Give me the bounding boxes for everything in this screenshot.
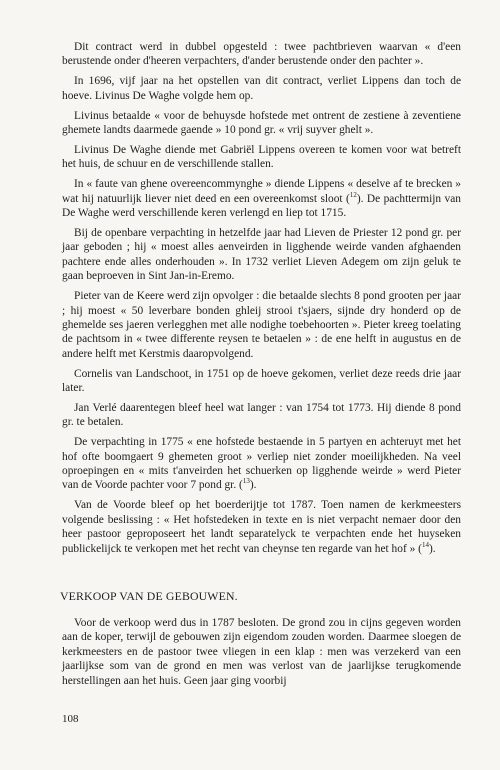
paragraph-3: Livinus betaalde « voor de behuysde hofstede met ontrent de zestiene à zeventiene ghemete landts daarmede gaende » 10 pond gr. « vrij suyver ghelt ». <box>62 109 461 137</box>
paragraph-6: Bij de openbare verpachting in hetzelfde jaar had Lieven de Priester 12 pond gr. per jaar geboden ; hij « moest alles aenveirden in ligghende weirde vanden afghaenden pachtere ende alles onderhouden ». In 1732 verliet Lieven Adegem om zijn geluk te gaan beproeven in Sint Jan-in-Eremo. <box>62 226 461 283</box>
paragraph-8: Cornelis van Landschoot, in 1751 op de hoeve gekomen, verliet deze reeds drie jaar later. <box>62 367 461 395</box>
footnote-ref: 13 <box>242 477 250 486</box>
section-heading: VERKOOP VAN DE GEBOUWEN. <box>60 589 238 603</box>
paragraph-2: In 1696, vijf jaar na het opstellen van dit contract, verliet Lippens dan toch de hoeve. Livinus De Waghe volgde hem op. <box>62 75 461 102</box>
section-paragraph-1: Voor de verkoop werd dus in 1787 besloten. De grond zou in cijns gegeven worden aan de koper, terwijl de gebouwen zijn eigendom zouden worden. Daarmee sloegen de kerkmeesters en de pastoor twee vliegen in een klap : men was verzekerd van een jaarlijkse som van de grond en men was verlost van de jaarlijkse terugkomende herstellingen aan het huis. Geen jaar ging voorbij <box>62 617 461 687</box>
paragraph-7: Pieter van de Keere werd zijn opvolger : die betaalde slechts 8 pond grooten per jaar ; hij moest « 50 leverbare bonden ghleij strooi t'sjaers, sijnde dry honderd op de ghemelde ses jaeren verlegghen met alle nodighe toebehoorten ». Pieter kreeg toelating de pachtsom in « twee differente reysen te betaelen » : de ene helft in augustus en de andere helft met Kerstmis daaropvolgend. <box>62 290 461 360</box>
page-body <box>62 40 461 694</box>
paragraph-1: Dit contract werd in dubbel opgesteld : twee pachtbrieven waarvan « d'een berustende onder d'heeren verpachters, d'ander berustende onder den pachter ». <box>62 41 461 68</box>
page-number: 108 <box>62 713 79 725</box>
paragraph-10: De verpachting in 1775 « ene hofstede bestaende in 5 partyen en achteruyt met het hof ofte boomgaert 9 ghemeten groot » verliep niet zonder moeilijkheden. Na veel oproepingen en « mits t'anveirden het schuerken op ligghende weirde » werd Pieter van de Voorde pachter voor 7 pond gr. ($^{13}$). <box>62 436 461 492</box>
paragraph-11: Van de Voorde bleef op het boerderijtje tot 1787. Toen namen de kerkmeesters volgende beslissing : « Het hofstedeken in texte en is niet verpacht nemaer door den heer pastoor geproposeert het landt separatelyck te verpachten ende het huyseken publickelijck te verkopen met het recht van cheynse ten regarde van het hof » ($^{14}$). <box>62 499 461 555</box>
footnote-ref: 14 <box>421 540 429 549</box>
paragraph-5: In « faute van ghene overeencommynghe » diende Lippens « deselve af te brecken » wat hij natuurlijk liever niet deed en een overeenkomst sloot ($^{12}$). De pachttermijn van De Waghe werd verschillende keren verlengd en liep tot 1715. <box>62 178 461 220</box>
paragraph-9: Jan Verlé daarentegen bleef heel wat langer : van 1754 tot 1773. Hij diende 8 pond gr. te betalen. <box>62 401 461 429</box>
footnote-ref: 12 <box>349 190 357 199</box>
paragraph-4: Livinus De Waghe diende met Gabriël Lippens overeen te komen voor wat betreft het huis, de schuur en de verschillende stallen. <box>62 143 461 171</box>
